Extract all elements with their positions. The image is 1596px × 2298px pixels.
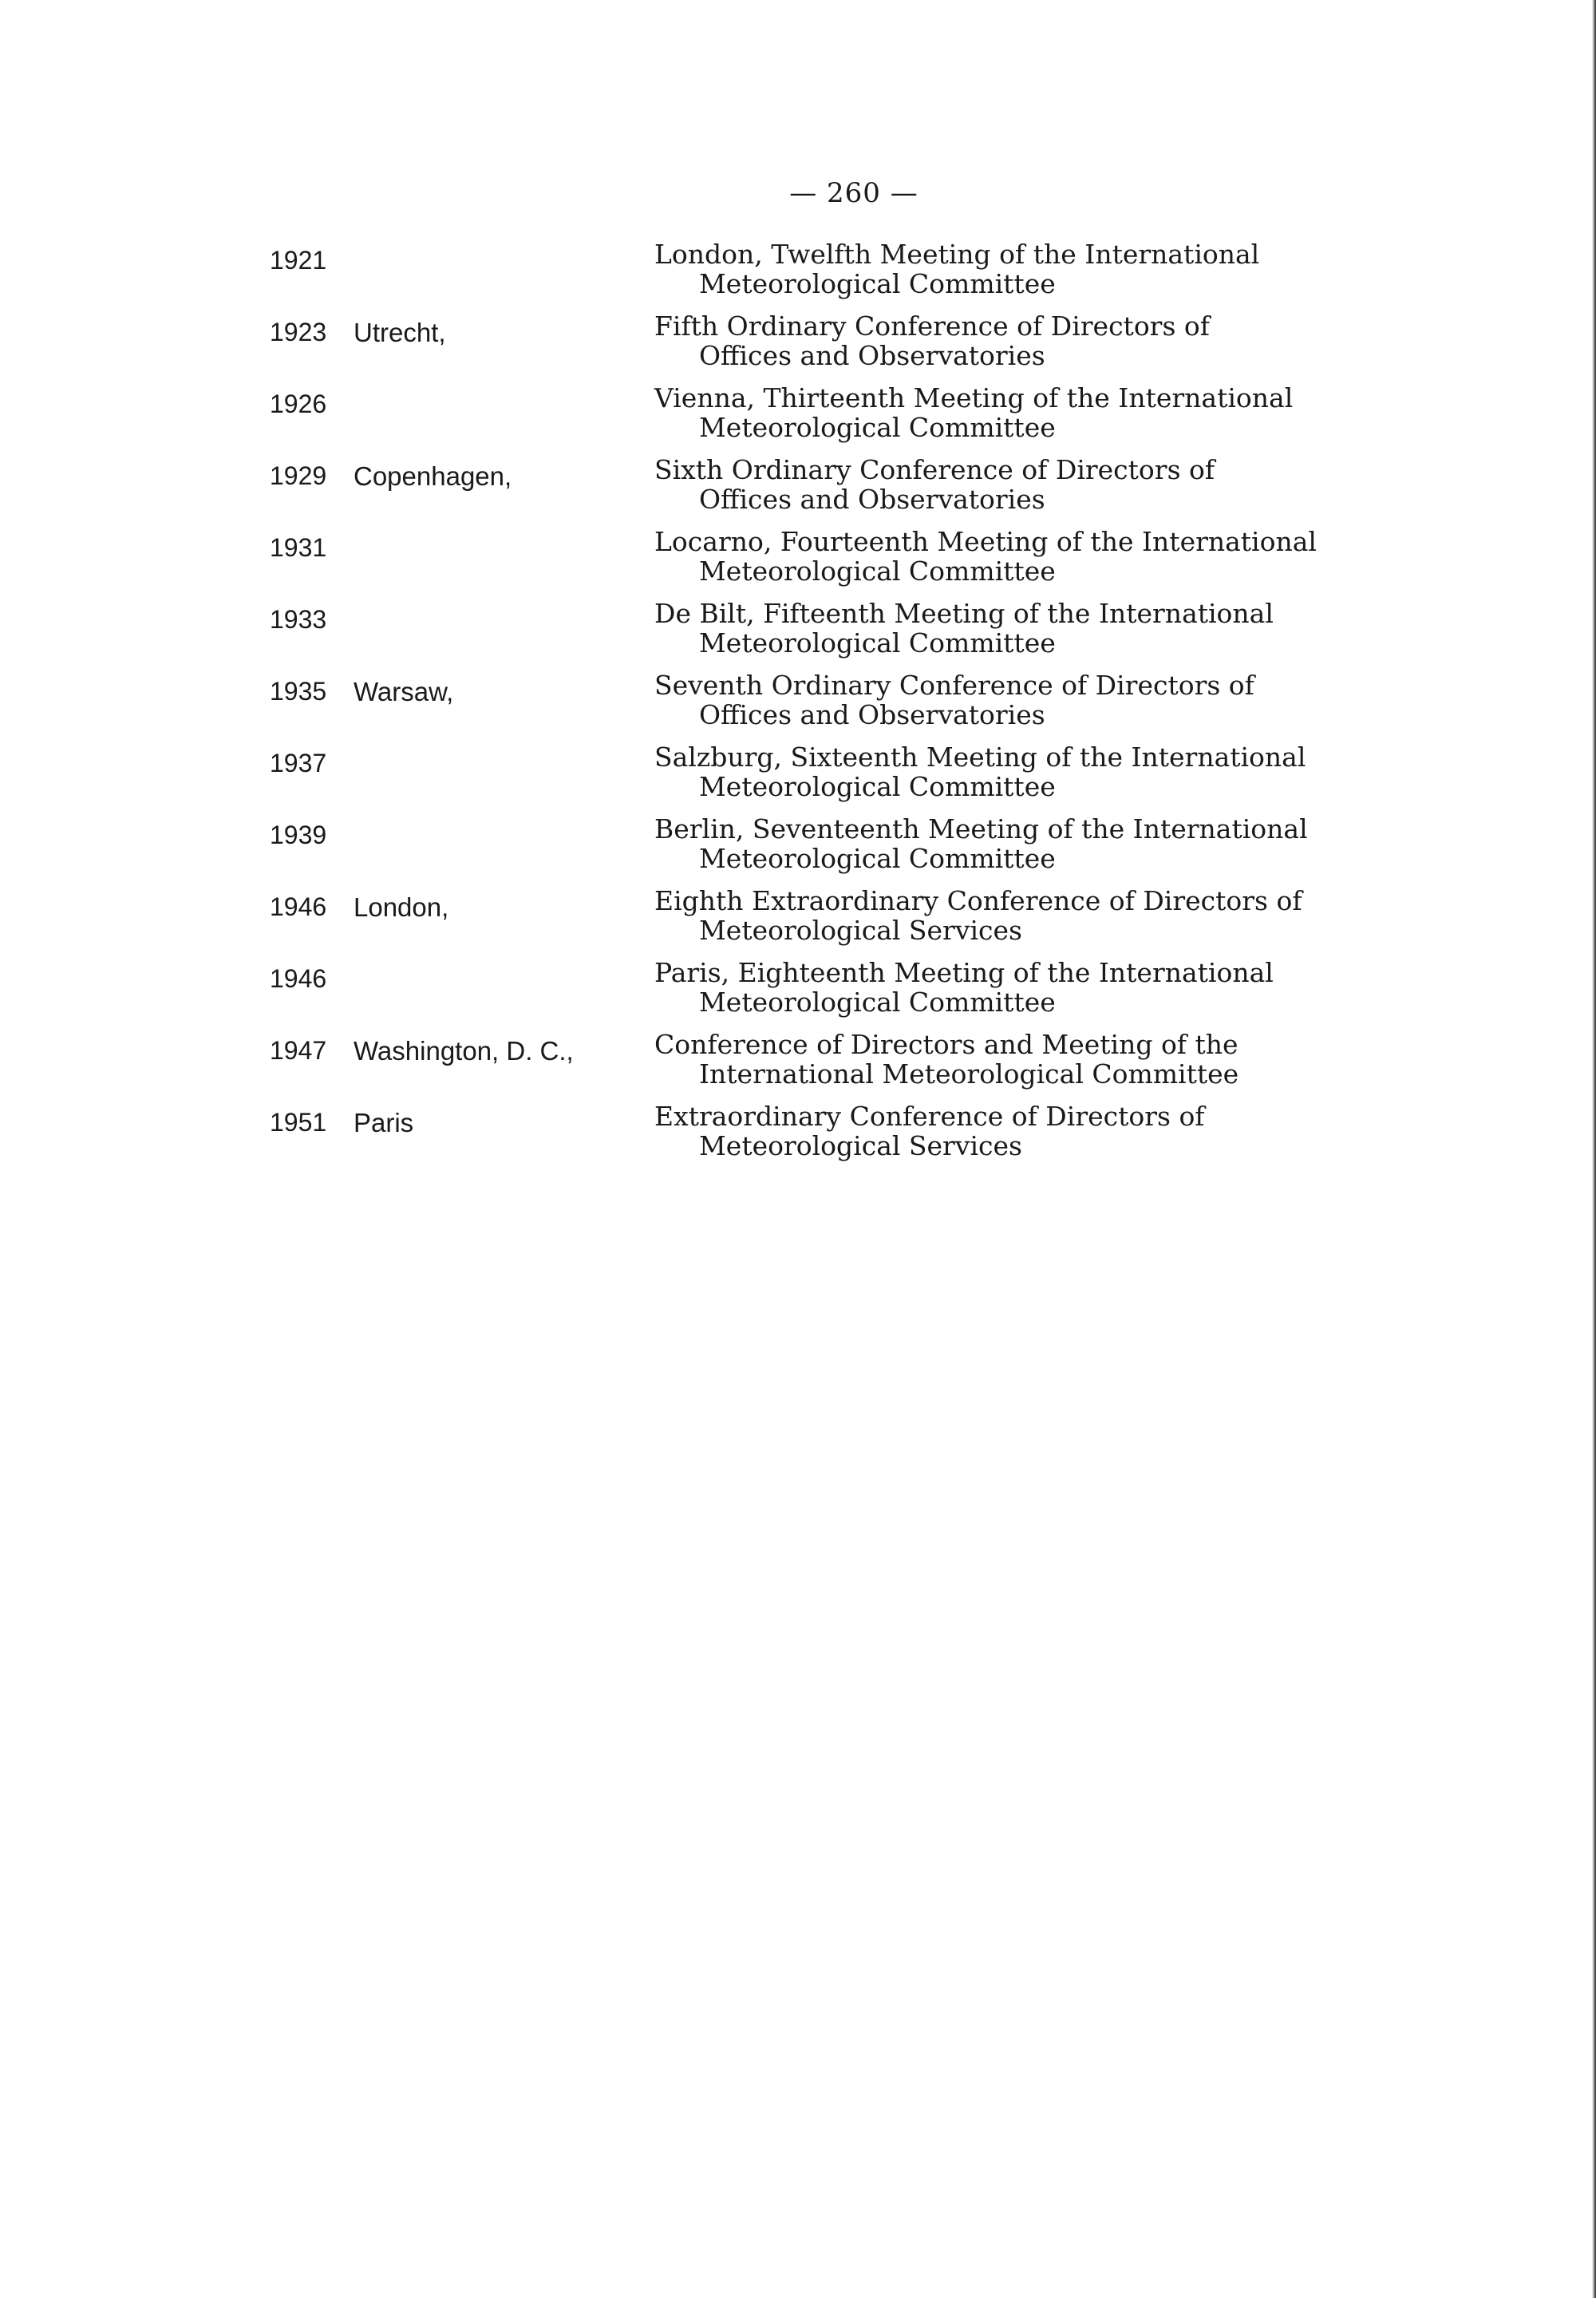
entry-description-line-2: Meteorological Committee: [699, 843, 1056, 874]
entry-description: [654, 742, 1341, 801]
entry-place: Washington, D. C.,: [354, 1036, 574, 1066]
list-item: [0, 886, 1596, 958]
entry-description-line-1: Sixth Ordinary Conference of Directors of: [654, 454, 1215, 485]
entry-year: 1923: [270, 318, 327, 346]
entry-description: [654, 814, 1341, 873]
list-item: [0, 742, 1596, 814]
entry-year: 1926: [270, 390, 327, 418]
entry-description-line-1: London, Twelfth Meeting of the International: [654, 239, 1260, 270]
entry-description-line-2: Offices and Observatories: [699, 340, 1045, 371]
entry-description-line-2: Meteorological Committee: [699, 412, 1056, 443]
entry-description-line-2: Meteorological Committee: [699, 987, 1056, 1018]
list-item: [0, 958, 1596, 1030]
list-item: [0, 311, 1596, 383]
list-item: [0, 455, 1596, 527]
entry-description: [654, 455, 1341, 514]
entry-description: [654, 1030, 1341, 1089]
entry-description-line-2: Meteorological Committee: [699, 627, 1056, 659]
entry-description-line-1: Seventh Ordinary Conference of Directors of: [654, 670, 1254, 701]
entry-description-line-1: Extraordinary Conference of Directors of: [654, 1101, 1205, 1132]
entry-description: [654, 958, 1341, 1017]
list-item: [0, 527, 1596, 599]
entry-year: 1947: [270, 1036, 327, 1065]
entry-description: [654, 311, 1341, 370]
entry-year: 1937: [270, 749, 327, 777]
page-number-text: — 260 —: [789, 177, 918, 209]
page-number: [0, 177, 1596, 209]
entry-year: 1935: [270, 677, 327, 706]
entry-description-line-1: De Bilt, Fifteenth Meeting of the International: [654, 598, 1274, 629]
entry-description-line-1: Fifth Ordinary Conference of Directors of: [654, 310, 1210, 342]
entry-description-line-2: Meteorological Committee: [699, 268, 1056, 299]
entry-place: Paris: [354, 1108, 414, 1137]
entry-place: Warsaw,: [354, 677, 454, 706]
entry-description-line-1: Paris, Eighteenth Meeting of the International: [654, 957, 1274, 988]
meetings-list: [0, 239, 1596, 1173]
entry-description-line-2: Meteorological Committee: [699, 556, 1056, 587]
list-item: [0, 670, 1596, 742]
entry-description: [654, 599, 1341, 658]
list-item: [0, 814, 1596, 886]
entry-description-line-2: Offices and Observatories: [699, 699, 1045, 730]
entry-description: [654, 383, 1341, 442]
entry-description: [654, 527, 1341, 586]
entry-place: Copenhagen,: [354, 461, 512, 491]
entry-year: 1939: [270, 821, 327, 849]
entry-description: [654, 239, 1341, 299]
entry-year: 1946: [270, 964, 327, 993]
entry-place: London,: [354, 892, 449, 922]
entry-description-line-2: Meteorological Committee: [699, 771, 1056, 802]
entry-year: 1921: [270, 246, 327, 275]
entry-description-line-2: International Meteorological Committee: [699, 1058, 1239, 1090]
entry-description-line-2: Meteorological Services: [699, 1130, 1022, 1161]
entry-description-line-1: Eighth Extraordinary Conference of Directors of: [654, 885, 1302, 916]
entry-year: 1929: [270, 461, 327, 490]
entry-year: 1931: [270, 533, 327, 562]
entry-place: Utrecht,: [354, 318, 446, 347]
entry-description-line-1: Vienna, Thirteenth Meeting of the International: [654, 382, 1294, 413]
entry-description: [654, 670, 1341, 730]
list-item: [0, 1102, 1596, 1173]
list-item: [0, 239, 1596, 311]
entry-description-line-2: Offices and Observatories: [699, 484, 1045, 515]
entry-description: [654, 1102, 1341, 1161]
entry-year: 1951: [270, 1108, 327, 1137]
entry-description: [654, 886, 1341, 945]
entry-year: 1946: [270, 892, 327, 921]
entry-description-line-1: Salzburg, Sixteenth Meeting of the International: [654, 742, 1306, 773]
entry-description-line-1: Berlin, Seventeenth Meeting of the International: [654, 813, 1308, 844]
entry-description-line-1: Locarno, Fourteenth Meeting of the International: [654, 526, 1317, 557]
entry-year: 1933: [270, 605, 327, 634]
list-item: [0, 599, 1596, 670]
entry-description-line-1: Conference of Directors and Meeting of the: [654, 1029, 1238, 1060]
list-item: [0, 383, 1596, 455]
page-edge-shadow: [1592, 0, 1596, 2298]
entry-description-line-2: Meteorological Services: [699, 915, 1022, 946]
list-item: [0, 1030, 1596, 1102]
